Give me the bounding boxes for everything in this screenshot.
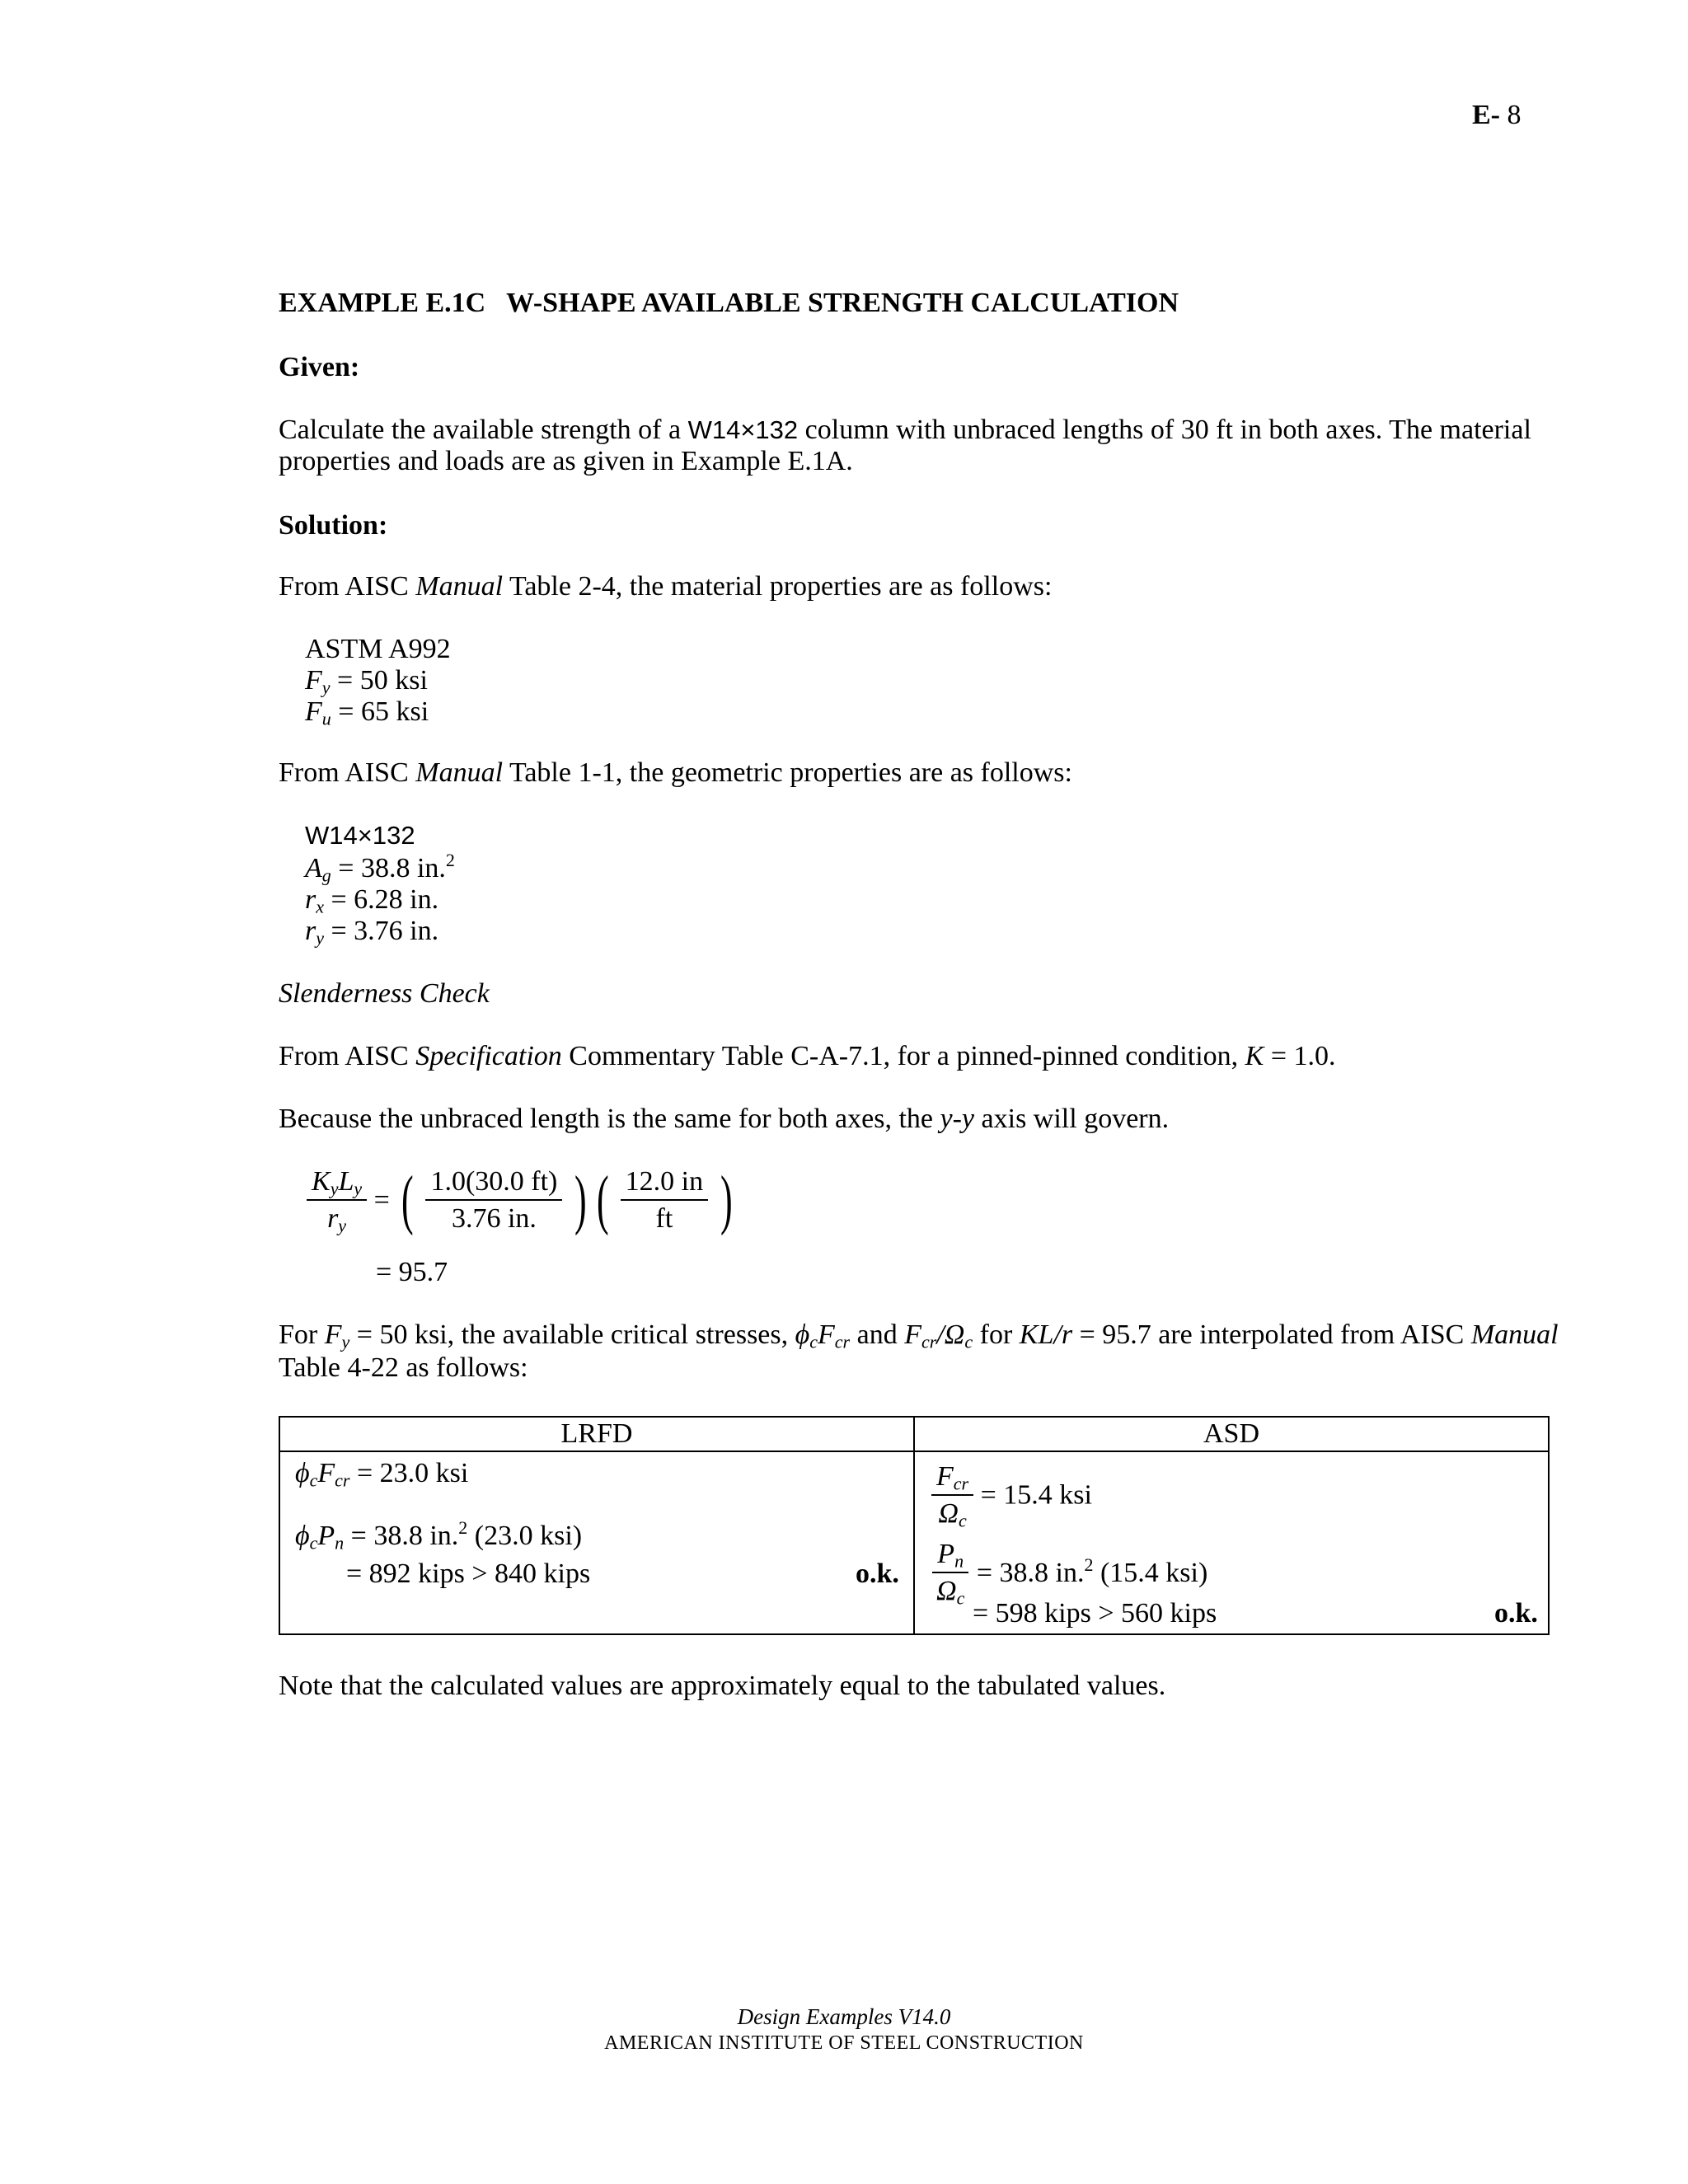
material-intro: From AISC Manual Table 2-4, the material properties are as follows: <box>279 571 1053 602</box>
page-number <box>1472 99 1522 131</box>
spec-line: From AISC Specification Commentary Table C-A-7.1, for a pinned-pinned condition, K = 1.0. <box>279 1041 1336 1071</box>
rx-line: $r_x = 6.28$ in. <box>305 884 439 917</box>
lrfd-result: = 892 kips > 840 kips <box>346 1558 591 1589</box>
slenderness-result: = 95.7 <box>376 1257 448 1287</box>
lrfd-fcr: $\phi_cF_{cr} = 23.0$ ksi <box>295 1458 469 1491</box>
slenderness-heading: Slenderness Check <box>279 978 490 1009</box>
given-text-line1: Calculate the available strength of a W14×132 column with unbraced lengths of 30 ft in both axes. The material <box>279 415 1531 445</box>
lrfd-cell <box>279 1451 914 1634</box>
footer-organization: AMERICAN INSTITUTE OF STEEL CONSTRUCTION <box>604 2032 1084 2054</box>
solution-heading: Solution: <box>279 510 388 541</box>
fy-line: $F_y = 50$ ksi <box>305 665 428 698</box>
ry-line: $r_y = 3.76$ in. <box>305 916 439 949</box>
page-number-value: 8 <box>1507 100 1522 130</box>
asd-ok: o.k. <box>1494 1598 1538 1629</box>
lrfd-ok: o.k. <box>856 1558 899 1589</box>
asd-header: ASD <box>914 1417 1549 1451</box>
geometric-intro: From AISC Manual Table 1-1, the geometric properties are as follows: <box>279 757 1072 788</box>
ag-line: $A_g = 38.8$ in.$^2$ <box>305 849 455 886</box>
shape-designation: W14×132 <box>687 415 799 444</box>
fu-line: $F_u = 65$ ksi <box>305 696 429 729</box>
asd-result: = 598 kips > 560 kips <box>973 1598 1217 1629</box>
given-heading: Given: <box>279 352 360 382</box>
example-title: EXAMPLE E.1C W-SHAPE AVAILABLE STRENGTH CALCULATION <box>279 288 1179 318</box>
asd-pn: $\frac{P_n}{\Omega_c}$ = 38.8 in.$^2$ (15.4 ksi) <box>931 1538 1207 1607</box>
given-text-line2: properties and loads are as given in Example E.1A. <box>279 446 853 476</box>
page-label: E- <box>1472 100 1500 130</box>
govern-line: Because the unbraced length is the same for both axes, the y-y axis will govern. <box>279 1104 1170 1134</box>
interpolation-line1: For $F_y = 50$ ksi, the available critical stresses, $\phi_cF_{cr}$ and $F_{cr}/\Omega_c$ for KL/r = 95.7 are interpolated from AISC Manual <box>279 1319 1559 1352</box>
material-name: ASTM A992 <box>305 634 451 664</box>
asd-cell <box>914 1451 1549 1634</box>
lrfd-pn: $\phi_cP_n = 38.8$ in.$^2$ (23.0 ksi) <box>295 1516 583 1554</box>
lrfd-header: LRFD <box>279 1417 914 1451</box>
lrfd-asd-table <box>279 1416 1550 1635</box>
closing-note: Note that the calculated values are approximately equal to the tabulated values. <box>279 1671 1166 1701</box>
interpolation-line2: Table 4-22 as follows: <box>279 1352 528 1383</box>
footer-title: Design Examples V14.0 <box>737 2004 951 2029</box>
slenderness-equation: $\frac{K_yL_y}{r_y}$ = ( $\frac{1.0(30.0 ft)}{3.76 in.}$ ) ( $\frac{12.0 in}{ft}$ ) <box>307 1165 737 1235</box>
geometric-shape: W14×132 <box>305 821 415 850</box>
asd-fcr: $\frac{F_{cr}}{\Omega_c}$ = 15.4 ksi <box>931 1460 1092 1530</box>
